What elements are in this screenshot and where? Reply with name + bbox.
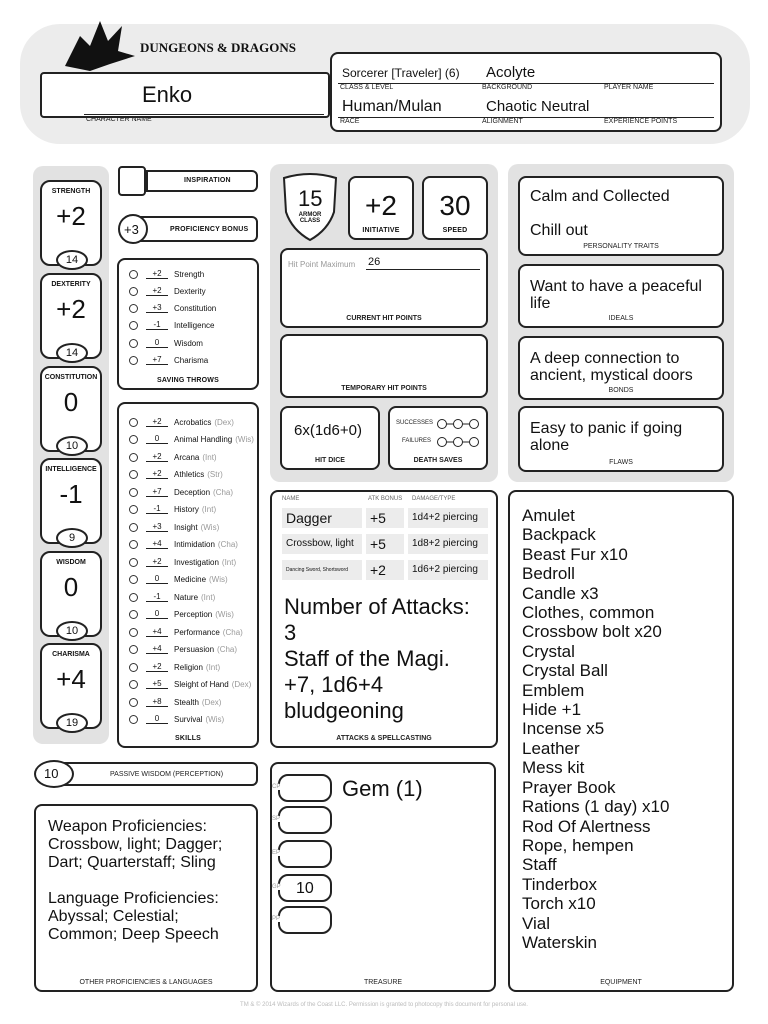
speed-box — [422, 176, 488, 240]
list-item[interactable]: Hide +1 — [522, 700, 582, 720]
current-hp-label: CURRENT HIT POINTS — [346, 315, 422, 322]
failure-checkboxes[interactable] — [436, 435, 480, 453]
proficiency-dot[interactable] — [129, 663, 138, 672]
attack-damage[interactable]: 1d8+2 piercing — [408, 534, 488, 554]
death-saves-box — [388, 406, 488, 470]
skill-deception[interactable]: +7 Deception (Cha) — [129, 485, 233, 499]
proficiency-dot[interactable] — [129, 698, 138, 707]
skill-investigation[interactable]: +2 Investigation (Int) — [129, 555, 236, 569]
temp-hp-box[interactable] — [280, 334, 488, 398]
hit-dice-label: HIT DICE — [315, 457, 345, 464]
character-name[interactable]: Enko — [142, 82, 193, 107]
treasure-label: TREASURE — [363, 979, 403, 986]
skill-religion[interactable]: +2 Religion (Int) — [129, 660, 220, 674]
skill-stealth[interactable]: +8 Stealth (Dex) — [129, 695, 221, 709]
proficiencies-panel — [34, 804, 258, 992]
col-bonus-header: ATK BONUS — [368, 496, 403, 502]
list-item[interactable]: Vial — [522, 913, 551, 933]
list-item[interactable]: Amulet — [522, 506, 575, 525]
list-item[interactable]: Bedroll — [522, 564, 575, 584]
proficiency-dot[interactable] — [129, 470, 138, 479]
equipment-label: EQUIPMENT — [600, 979, 642, 986]
ability-charisma: CHARISMA +4 19 — [40, 643, 102, 729]
list-item[interactable]: Rope, hempen — [522, 835, 634, 855]
skill-intimidation[interactable]: +4 Intimidation (Cha) — [129, 537, 238, 551]
skill-perception[interactable]: 0 Perception (Wis) — [129, 607, 234, 621]
race[interactable]: Human/Mulan — [342, 98, 442, 115]
proficiency-dot[interactable] — [129, 488, 138, 497]
list-item[interactable]: Rations (1 day) x10 — [522, 797, 670, 817]
skill-survival[interactable]: 0 Survival (Wis) — [129, 712, 224, 726]
personality-traits-box — [518, 176, 724, 256]
initiative-value[interactable]: +2 — [365, 190, 397, 221]
list-item[interactable]: Backpack — [522, 525, 596, 545]
coin-cp[interactable]: CP — [278, 774, 332, 802]
attack-name[interactable]: Dagger — [282, 508, 362, 528]
save-dexterity[interactable]: +2 Dexterity — [129, 284, 206, 298]
background-label: BACKGROUND — [482, 84, 533, 91]
hit-dice-value[interactable]: 6x(1d6+0) — [294, 422, 362, 439]
save-wisdom[interactable]: 0 Wisdom — [129, 336, 203, 350]
death-saves-label: DEATH SAVES — [413, 457, 463, 464]
attack-bonus[interactable]: +5 — [366, 508, 404, 528]
experience-label: EXPERIENCE POINTS — [604, 118, 678, 125]
personality-traits-text[interactable]: Calm and Collected Chill out — [530, 188, 670, 239]
saving-throws-panel — [117, 258, 259, 390]
hp-max-label: Hit Point Maximum — [288, 260, 356, 269]
save-strength[interactable]: +2 Strength — [129, 267, 204, 281]
list-item[interactable]: Crystal — [522, 641, 575, 661]
inspiration-box[interactable] — [118, 166, 146, 196]
armor-class-label: ARMOR CLASS — [298, 212, 322, 224]
skill-arcana[interactable]: +2 Arcana (Int) — [129, 450, 217, 464]
current-hp-box[interactable] — [280, 248, 488, 328]
success-checkboxes[interactable] — [436, 417, 480, 435]
ability-intelligence: INTELLIGENCE -1 9 — [40, 458, 102, 544]
proficiency-label: PROFICIENCY BONUS — [170, 226, 249, 233]
proficiency-dot[interactable] — [129, 339, 138, 348]
character-name-underline — [84, 114, 324, 115]
inspiration-label: INSPIRATION — [184, 177, 231, 184]
skill-performance[interactable]: +4 Performance (Cha) — [129, 625, 243, 639]
coin-pp[interactable]: PP — [278, 906, 332, 934]
skills-label: SKILLS — [174, 735, 202, 742]
treasure-text[interactable]: Gem (1) — [342, 776, 423, 801]
armor-class-value[interactable]: 15 — [298, 186, 323, 211]
character-name-label: CHARACTER NAME — [86, 116, 152, 123]
alignment[interactable]: Chaotic Neutral — [486, 98, 590, 115]
attack-name[interactable]: Crossbow, light — [282, 534, 362, 554]
proficiency-dot[interactable] — [129, 505, 138, 514]
class-level[interactable]: Sorcerer [Traveler] (6) — [342, 66, 460, 80]
proficiency-dot[interactable] — [129, 558, 138, 567]
ability-dexterity: DEXTERITY +2 14 — [40, 273, 102, 359]
proficiency-dot[interactable] — [129, 418, 138, 427]
attack-name[interactable]: Dancing Sword, Shortsword — [282, 560, 362, 580]
hp-max-line — [366, 269, 480, 270]
language-proficiencies-title[interactable]: Language Proficiencies: — [48, 890, 219, 907]
skill-acrobatics[interactable]: +2 Acrobatics (Dex) — [129, 415, 234, 429]
ability-wisdom: WISDOM 0 10 — [40, 551, 102, 637]
coin-gp[interactable]: GP 10 — [278, 874, 332, 902]
attacks-panel — [270, 490, 498, 748]
proficiency-dot[interactable] — [129, 645, 138, 654]
weapon-proficiencies-text[interactable]: Crossbow, light; Dagger; Dart; Quarterstaff; Sling — [48, 836, 223, 871]
proficiency-value[interactable]: +3 — [124, 222, 139, 237]
proficiency-dot[interactable] — [129, 628, 138, 637]
speed-label: SPEED — [442, 227, 468, 234]
speed-value[interactable]: 30 — [439, 190, 471, 221]
save-charisma[interactable]: +7 Charisma — [129, 353, 208, 367]
hit-dice-box — [280, 406, 380, 470]
attack-bonus[interactable]: +2 — [366, 560, 404, 580]
proficiency-dot[interactable] — [129, 523, 138, 532]
list-item[interactable]: Rod Of Alertness — [522, 816, 651, 836]
proficiency-dot[interactable] — [129, 287, 138, 296]
list-item[interactable]: Candle x3 — [522, 583, 599, 603]
failures-label: FAILURES — [402, 438, 432, 444]
ability-strength: STRENGTH +2 14 — [40, 180, 102, 266]
save-constitution[interactable]: +3 Constitution — [129, 301, 216, 315]
list-item[interactable]: Crossbow bolt x20 — [522, 622, 662, 642]
footer-copyright: TM & © 2014 Wizards of the Coast LLC. Permission is granted to photocopy this document for personal use. — [240, 1002, 528, 1008]
alignment-label: ALIGNMENT — [482, 118, 523, 125]
attack-bonus[interactable]: +5 — [366, 534, 404, 554]
proficiency-dot[interactable] — [129, 435, 138, 444]
player-name-label: PLAYER NAME — [604, 84, 654, 91]
logo: DUNGEONS & DRAGONS — [140, 40, 297, 55]
initiative-box — [348, 176, 414, 240]
list-item[interactable]: Mess kit — [522, 758, 585, 778]
list-item[interactable]: Torch x10 — [522, 894, 596, 914]
flaws-box — [518, 406, 724, 472]
race-label: RACE — [340, 118, 360, 125]
attacks-label: ATTACKS & SPELLCASTING — [336, 735, 432, 742]
flaws-label: FLAWS — [609, 459, 633, 466]
bonds-box — [518, 336, 724, 400]
equipment-list[interactable] — [522, 506, 728, 952]
coin-sp[interactable]: SP — [278, 806, 332, 834]
saving-throws-label: SAVING THROWS — [157, 377, 219, 384]
class-level-label: CLASS & LEVEL — [340, 84, 394, 91]
skill-athletics[interactable]: +2 Athletics (Str) — [129, 467, 223, 481]
list-item[interactable]: Leather — [522, 738, 580, 758]
hp-max-value[interactable]: 26 — [368, 256, 381, 268]
skill-history[interactable]: -1 History (Int) — [129, 502, 216, 516]
bonds-label: BONDS — [608, 387, 634, 394]
ideals-box — [518, 264, 724, 328]
list-item[interactable]: Beast Fur x10 — [522, 544, 628, 564]
successes-label: SUCCESSES — [396, 420, 434, 426]
proficiency-dot[interactable] — [129, 680, 138, 689]
ideals-label: IDEALS — [608, 315, 634, 322]
proficiency-dot[interactable] — [129, 453, 138, 462]
weapon-proficiencies-title[interactable]: Weapon Proficiencies: — [48, 818, 207, 835]
coin-ep[interactable]: EP — [278, 840, 332, 868]
ideals-text[interactable]: Want to have a peaceful life — [530, 278, 702, 312]
list-item[interactable]: Prayer Book — [522, 777, 616, 797]
ability-constitution: CONSTITUTION 0 10 — [40, 366, 102, 452]
treasure-panel — [270, 762, 496, 992]
proficiency-dot[interactable] — [129, 593, 138, 602]
skill-persuasion[interactable]: +4 Persuasion (Cha) — [129, 642, 237, 656]
attack-damage[interactable]: 1d6+2 piercing — [408, 560, 488, 580]
proficiency-dot[interactable] — [129, 321, 138, 330]
proficiency-dot[interactable] — [129, 540, 138, 549]
proficiency-dot[interactable] — [129, 356, 138, 365]
proficiency-dot[interactable] — [129, 304, 138, 313]
bonds-text[interactable]: A deep connection to ancient, mystical doors — [530, 350, 693, 384]
background[interactable]: Acolyte — [486, 64, 536, 81]
col-damage-header: DAMAGE/TYPE — [412, 496, 456, 502]
passive-wisdom-value[interactable]: 10 — [44, 766, 59, 781]
skill-animal-handling[interactable]: 0 Animal Handling (Wis) — [129, 432, 254, 446]
list-item[interactable]: Incense x5 — [522, 719, 605, 739]
skill-nature[interactable]: -1 Nature (Int) — [129, 590, 215, 604]
skill-medicine[interactable]: 0 Medicine (Wis) — [129, 572, 228, 586]
dragon-icon — [60, 16, 140, 76]
equipment-panel — [508, 490, 734, 992]
skill-sleight-of-hand[interactable]: +5 Sleight of Hand (Dex) — [129, 677, 251, 691]
language-proficiencies-text[interactable]: Abyssal; Celestial; Common; Deep Speech — [48, 908, 219, 943]
skills-panel — [117, 402, 259, 748]
proficiency-dot[interactable] — [129, 575, 138, 584]
initiative-label: INITIATIVE — [362, 227, 400, 234]
attacks-notes[interactable]: Number of Attacks: 3 Staff of the Magi. +7, 1d6+4 bludgeoning — [284, 594, 470, 723]
list-item[interactable]: Emblem — [522, 680, 585, 700]
personality-traits-label: PERSONALITY TRAITS — [583, 243, 659, 250]
list-item[interactable]: Tinderbox — [522, 874, 597, 894]
list-item[interactable]: Waterskin — [522, 932, 597, 952]
col-name-header: NAME — [282, 496, 300, 502]
list-item[interactable]: Staff — [522, 855, 557, 875]
proficiency-dot[interactable] — [129, 610, 138, 619]
passive-wisdom-label: PASSIVE WISDOM (PERCEPTION) — [110, 771, 224, 778]
temp-hp-label: TEMPORARY HIT POINTS — [341, 385, 427, 392]
skill-insight[interactable]: +3 Insight (Wis) — [129, 520, 219, 534]
flaws-text[interactable]: Easy to panic if going alone — [530, 420, 683, 454]
list-item[interactable]: Crystal Ball — [522, 661, 608, 681]
proficiency-dot[interactable] — [129, 270, 138, 279]
attack-damage[interactable]: 1d4+2 piercing — [408, 508, 488, 528]
proficiencies-label: OTHER PROFICIENCIES & LANGUAGES — [79, 979, 213, 986]
list-item[interactable]: Clothes, common — [522, 603, 655, 623]
save-intelligence[interactable]: -1 Intelligence — [129, 318, 214, 332]
proficiency-dot[interactable] — [129, 715, 138, 724]
